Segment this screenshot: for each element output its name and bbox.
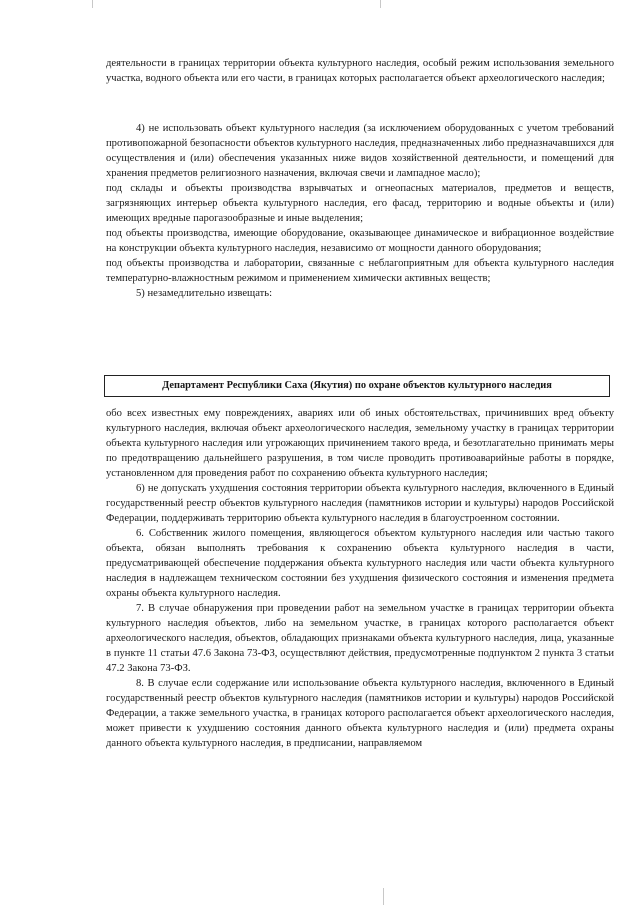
department-boxed-heading: Департамент Республики Саха (Якутия) по охране объектов культурного наследия (104, 375, 610, 397)
list-item-4 (106, 121, 614, 301)
scan-edge-mark (380, 0, 381, 8)
scan-edge-mark (92, 0, 93, 8)
paragraph-text: обо всех известных ему повреждениях, авариях или об иных обстоятельствах, причинивших вред объекту культурного наследия, включая объект археологического наследия, земельному участку в границах территории объекта культурного наследия или угрожающих причинением такого вреда, и безотлагательно принимать меры по предотвращению дальнейшего разрушения, в том числе проводить противоаварийные работы в порядке, установленном для проведения работ по сохранению объекта культурного наследия; (106, 408, 614, 479)
main-body (106, 406, 614, 751)
paragraph-text: под объекты производства и лаборатории, связанные с неблагоприятным для объекта культурного наследия температурно-влажностным режимом и применением химически активных веществ; (106, 258, 614, 284)
paragraph-top (106, 56, 614, 86)
paragraph-text: 7. В случае обнаружения при проведении работ на земельном участке в границах территории объекта культурного наследия объектов, либо на земельном участке, в границах которого располагается объект археологического наследия, объектов, обладающих признаками объекта культурного наследия, лица, указанные в пункте 11 статьи 47.6 Закона 73-ФЗ, осуществляют действия, предусмотренные подпунктом 2 пункта 3 статьи 47.2 Закона 73-ФЗ. (106, 603, 614, 674)
paragraph-text: деятельности в границах территории объекта культурного наследия, особый режим использования земельного участка, водного объекта или его части, в границах которых располагается объект археологического наследия; (106, 58, 614, 84)
scan-edge-mark (383, 888, 384, 905)
paragraph-text: 8. В случае если содержание или использование объекта культурного наследия, включенного в Единый государственный реестр объектов культурного наследия (памятников истории и культуры) народов Российской Федерации, а также земельного участка, в границах которого располагается объект археологического наследия, может привести к ухудшению состояния данного объекта культурного наследия и (или) предмета охраны данного объекта культурного наследия, в предписании, направляемом (106, 678, 614, 749)
paragraph-text: 6. Собственник жилого помещения, являющегося объектом культурного наследия или частью такого объекта, обязан выполнять требования к сохранению объекта культурного наследия в части, предусматривающей обеспечение поддержания объекта культурного наследия или части объекта культурного наследия в надлежащем техническом состоянии без ухудшения физического состояния и изменения предмета охраны объекта культурного наследия. (106, 528, 614, 599)
paragraph-text: под объекты производства, имеющие оборудование, оказывающее динамическое и вибрационное воздействие на конструкции объекта культурного наследия, независимо от мощности данного оборудования; (106, 228, 614, 254)
paragraph-text: под склады и объекты производства взрывчатых и огнеопасных материалов, предметов и веществ, загрязняющих интерьер объекта культурного наследия, его фасад, территорию и водные объекты и (или) имеющих вредные парогазообразные и иные выделения; (106, 183, 614, 224)
paragraph-text: 6) не допускать ухудшения состояния территории объекта культурного наследия, включенного в Единый государственный реестр объектов культурного наследия (памятников истории и культуры) народов Российской Федерации, поддерживать территорию объекта культурного наследия в благоустроенном состоянии. (106, 483, 614, 524)
paragraph-text: 5) незамедлительно извещать: (136, 288, 273, 299)
paragraph-text: 4) не использовать объект культурного наследия (за исключением оборудованных с учетом требований противопожарной безопасности объектов культурного наследия, предназначенных либо предназначавшихся для осуществления и (или) обеспечения указанных ниже видов хозяйственной деятельности, и помещений для хранения предметов религиозного назначения, включая свечи и лампадное масло); (106, 123, 614, 179)
